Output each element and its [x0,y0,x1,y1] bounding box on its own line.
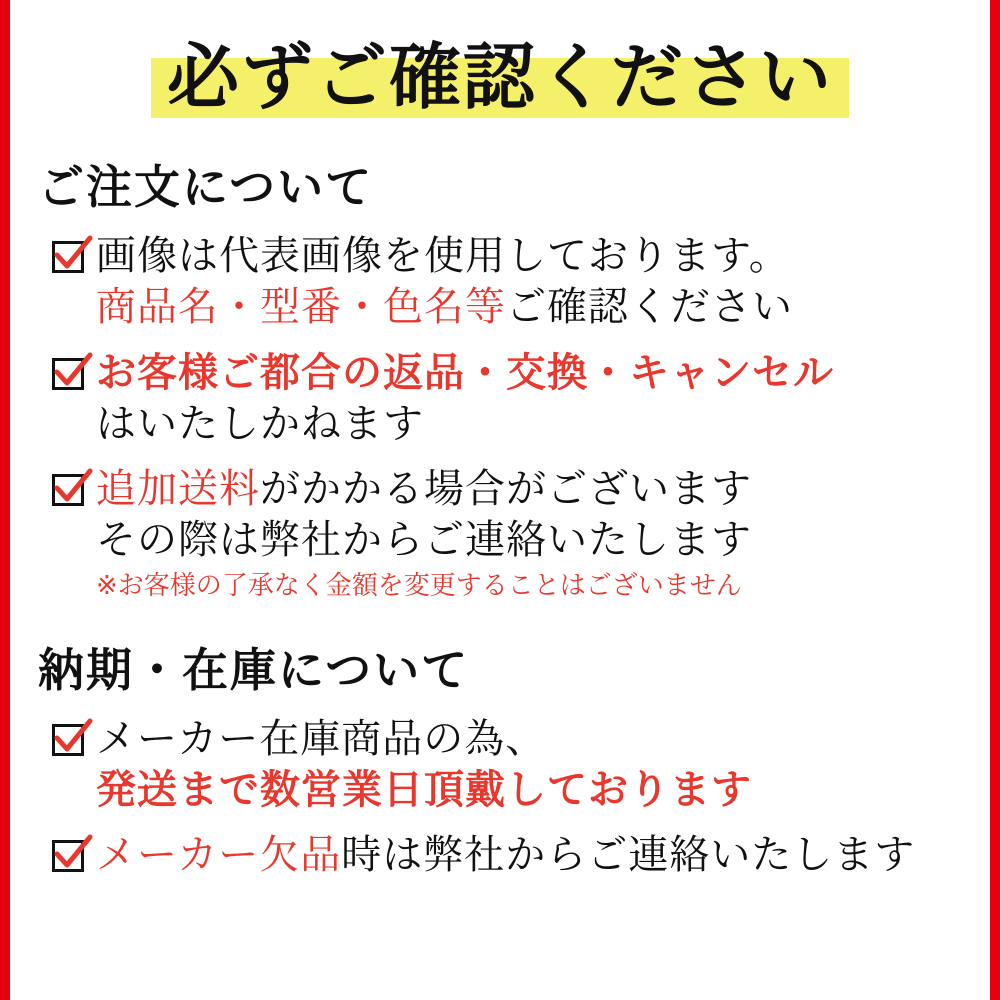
line-segment: その際は弊社からご連絡いたします [96,517,752,564]
list-item-note: ※お客様の了承なく金額を変更することはございません [96,571,742,602]
page-title [151,36,849,121]
list-item-lines [96,348,990,450]
right-red-border [990,0,1000,1000]
page-title-wrap [10,36,990,121]
section-heading-orders: ご注文について [38,160,374,215]
left-red-border [0,0,10,1000]
line-segment: メーカー在庫商品の為、 [96,716,547,763]
checkbox-checked-icon [50,470,90,510]
list-item-lines [96,830,990,881]
page-title-text: 必ずご確認ください [166,35,833,119]
line-segment-red: メーカー欠品 [96,832,342,879]
line-segment-red: 商品名・型番・色名等 [96,284,506,331]
line-segment: はいたしかねます [96,400,424,447]
line-segment: 画像は代表画像を使用しております。 [96,233,790,280]
list-item [50,348,990,450]
list-item-line [96,399,990,450]
list-item-line [96,515,990,566]
list-item-line [96,231,990,282]
list-item [50,714,990,816]
line-segment-red: 追加送料 [96,465,260,512]
list-item [50,464,990,604]
list-item-line [96,464,990,515]
list-item-lines [96,464,990,604]
list-item-line [96,282,990,333]
list-item-lines [96,231,990,333]
list-item-line: 発送まで数営業日頂戴しております [96,767,752,814]
checkbox-checked-icon [50,237,90,277]
checkbox-checked-icon [50,720,90,760]
notice-page [10,0,990,1000]
list-item [50,830,990,881]
list-item-line [96,830,990,881]
checkbox-checked-icon [50,836,90,876]
line-segment: ご確認ください [506,284,793,331]
list-item-line: お客様ご都合の返品・交換・キャンセル [96,349,834,396]
list-item-lines [96,714,990,816]
list-item [50,231,990,333]
section-heading-delivery-stock: 納期・在庫について [38,643,470,698]
list-item-line [96,714,990,765]
checkbox-checked-icon [50,354,90,394]
line-segment: がかかる場合がございます [260,465,752,512]
line-segment: 時は弊社からご連絡いたします [341,832,916,879]
